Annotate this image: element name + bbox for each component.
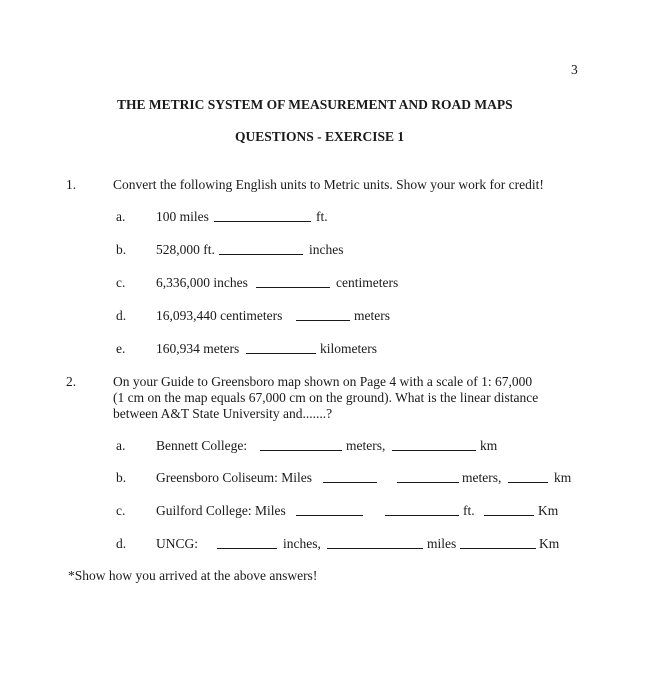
item-unit-2: Km <box>538 503 559 518</box>
item-given: 6,336,000 inches <box>156 275 248 290</box>
item-place: Greensboro Coliseum: Miles <box>156 470 312 485</box>
item-given: 16,093,440 centimeters <box>156 308 283 323</box>
item-given: 160,934 meters <box>156 341 240 356</box>
item-unit: centimeters <box>336 275 399 290</box>
page-title: THE METRIC SYSTEM OF MEASUREMENT AND ROAD MAPS <box>117 97 513 112</box>
item-place: Guilford College: Miles <box>156 503 286 518</box>
item-letter: c. <box>116 503 126 518</box>
answer-blank[interactable] <box>392 439 476 451</box>
answer-blank[interactable] <box>296 504 363 516</box>
q2-prompt-line-2: (1 cm on the map equals 67,000 cm on the ground). What is the linear distance <box>113 390 539 405</box>
q1-number: 1. <box>66 177 77 192</box>
item-unit-1: meters, <box>346 438 386 453</box>
item-unit-2: km <box>480 438 498 453</box>
item-letter: a. <box>116 209 126 224</box>
item-letter: a. <box>116 438 126 453</box>
item-letter: d. <box>116 536 127 551</box>
q2-number: 2. <box>66 374 77 389</box>
item-unit: inches <box>309 242 344 257</box>
item-unit-2: miles <box>427 536 457 551</box>
item-unit-2: km <box>554 470 572 485</box>
item-unit-3: Km <box>539 536 560 551</box>
q2-prompt-line-1: On your Guide to Greensboro map shown on Page 4 with a scale of 1: 67,000 <box>113 374 533 389</box>
item-unit: meters <box>354 308 390 323</box>
page-subtitle: QUESTIONS - EXERCISE 1 <box>235 129 405 144</box>
answer-blank[interactable] <box>296 309 350 321</box>
page-number: 3 <box>571 62 578 77</box>
item-letter: d. <box>116 308 127 323</box>
q1-prompt: Convert the following English units to Metric units. Show your work for credit! <box>113 177 544 192</box>
item-given: 528,000 ft. <box>156 242 215 257</box>
answer-blank[interactable] <box>460 537 536 549</box>
item-letter: b. <box>116 242 127 257</box>
item-place: Bennett College: <box>156 438 248 453</box>
item-unit-1: ft. <box>463 503 475 518</box>
item-unit: kilometers <box>320 341 377 356</box>
answer-blank[interactable] <box>256 276 330 288</box>
item-place: UNCG: <box>156 536 199 551</box>
answer-blank[interactable] <box>217 537 277 549</box>
answer-blank[interactable] <box>214 210 311 222</box>
q2-prompt-line-3: between A&T State University and.......? <box>113 406 333 421</box>
item-letter: b. <box>116 470 127 485</box>
answer-blank[interactable] <box>323 471 377 483</box>
answer-blank[interactable] <box>385 504 459 516</box>
answer-blank[interactable] <box>246 342 316 354</box>
item-unit-1: meters, <box>462 470 502 485</box>
item-unit-1: inches, <box>283 536 321 551</box>
answer-blank[interactable] <box>219 243 303 255</box>
answer-blank[interactable] <box>397 471 459 483</box>
answer-blank[interactable] <box>484 504 534 516</box>
answer-blank[interactable] <box>327 537 423 549</box>
answer-blank[interactable] <box>508 471 548 483</box>
answer-blank[interactable] <box>260 439 342 451</box>
item-given: 100 miles <box>156 209 209 224</box>
item-letter: c. <box>116 275 126 290</box>
item-letter: e. <box>116 341 126 356</box>
item-unit: ft. <box>316 209 328 224</box>
footnote: *Show how you arrived at the above answers! <box>68 568 318 583</box>
